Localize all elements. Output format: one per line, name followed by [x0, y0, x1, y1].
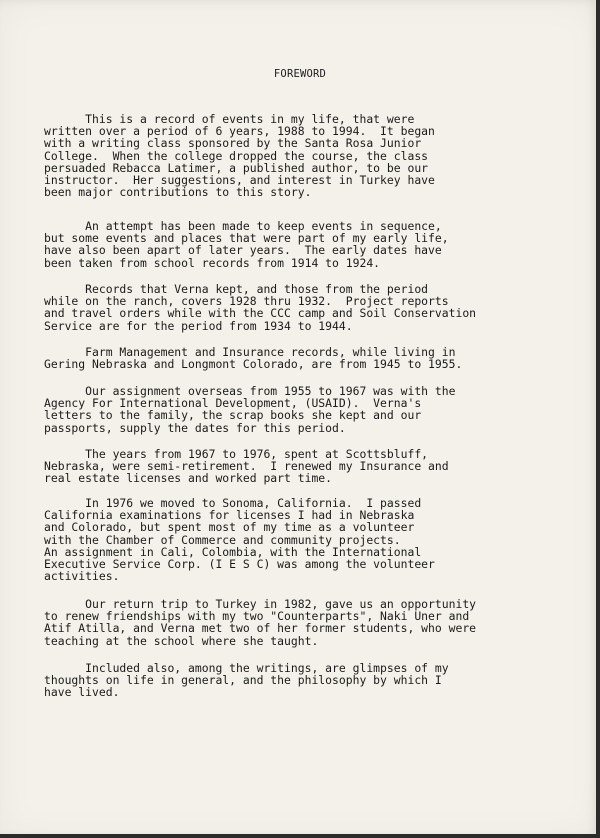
paragraph-1: This is a record of events in my life, that were written over a period of 6 years, 1988 to 1994. It began with a writing class sponsored by the Santa Rosa Junior College. When the college dropped the course, the class persuaded Rebacca Latimer, a published author, to be our instructor. Her suggestions, and interest in Turkey have been major contributions to this story.: [44, 112, 435, 200]
paragraph-7: In 1976 we moved to Sonoma, California. I passed California examinations for licenses I had in Nebraska and Colorado, but spent most of my time as a volunteer with the Chamber of Commerce and community projects. An assignment in Cali, Colombia, with the International Executive Service Corp. (I E S C) was among the volunteer activities.: [44, 496, 435, 584]
paragraph-5: Our assignment overseas from 1955 to 1967 was with the Agency For International Development, (USAID). Verna's letters to the family, the scrap books she kept and our passports, supply the dates for this period.: [44, 384, 456, 435]
paragraph-8: Our return trip to Turkey in 1982, gave us an opportunity to renew friendships with my two "Counterparts", Naki Uner and Atif Atilla, and Verna met two of her former students, who were teaching at the school where she taught.: [44, 597, 477, 648]
paragraph-3: Records that Verna kept, and those from the period while on the ranch, covers 1928 thru 1932. Project reports and travel orders while with the CCC camp and Soil Conservation Service are for the period from 1934 to 1944.: [44, 282, 477, 333]
paragraph-6: The years from 1967 to 1976, spent at Scottsbluff, Nebraska, were semi-retirement. I renewed my Insurance and real estate licenses and worked part time.: [44, 447, 449, 486]
scan-bottom-edge: [0, 834, 600, 838]
scan-right-edge: [596, 0, 600, 838]
paragraph-2: An attempt has been made to keep events in sequence, but some events and places that were part of my early life, have also been apart of later years. The early dates have been taken from school records from 1914 to 1924.: [44, 219, 449, 270]
paragraph-4: Farm Management and Insurance records, while living in Gering Nebraska and Longmont Colorado, are from 1945 to 1955.: [44, 345, 463, 372]
paragraph-9: Included also, among the writings, are glimpses of my thoughts on life in general, and the philosophy by which I have lived.: [44, 661, 449, 700]
page-title: FOREWORD: [273, 68, 327, 80]
